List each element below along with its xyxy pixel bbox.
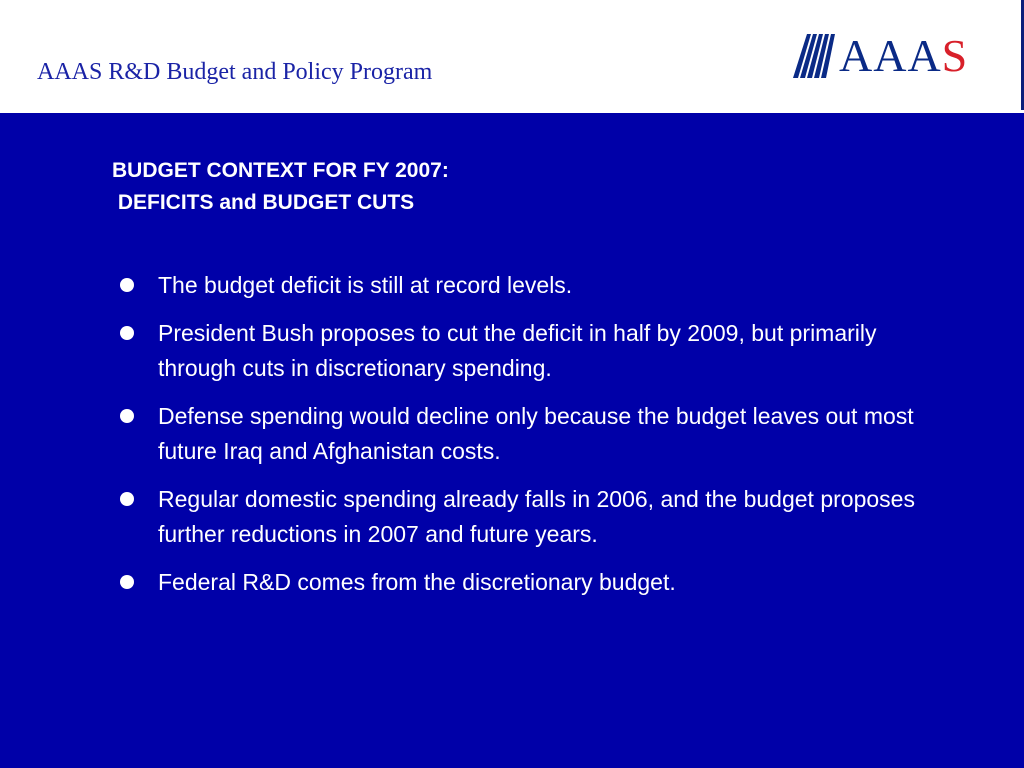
bullet-dot-icon xyxy=(120,278,134,292)
aaas-logo xyxy=(793,30,969,81)
aaas-logo-mark-icon xyxy=(793,34,835,78)
aaas-logo-text-main: AAA xyxy=(839,30,942,81)
bullet-item xyxy=(118,316,918,386)
bullet-text: The budget deficit is still at record levels. xyxy=(158,272,573,298)
slide-title-line-2: DEFICITS and BUDGET CUTS xyxy=(112,191,415,214)
aaas-logo-text-accent: S xyxy=(941,30,969,81)
bullet-item xyxy=(118,268,918,303)
bullet-text: Defense spending would decline only because the budget leaves out most future Iraq and Afghanistan costs. xyxy=(158,403,914,464)
slide-title-line-1: BUDGET CONTEXT FOR FY 2007: xyxy=(112,159,449,182)
bullet-dot-icon xyxy=(120,492,134,506)
program-title: AAAS R&D Budget and Policy Program xyxy=(37,59,433,85)
aaas-logo-text xyxy=(839,30,969,81)
bullet-text: Regular domestic spending already falls in 2006, and the budget proposes further reductions in 2007 and future years. xyxy=(158,486,915,547)
slide-title xyxy=(112,155,449,219)
slide-header xyxy=(0,0,1024,113)
bullet-dot-icon xyxy=(120,326,134,340)
bullet-item xyxy=(118,565,918,600)
bullet-list xyxy=(118,268,918,613)
bullet-item xyxy=(118,482,918,552)
bullet-text: President Bush proposes to cut the deficit in half by 2009, but primarily through cuts in discretionary spending. xyxy=(158,320,877,381)
bullet-item xyxy=(118,399,918,469)
bullet-dot-icon xyxy=(120,409,134,423)
bullet-text: Federal R&D comes from the discretionary budget. xyxy=(158,569,676,595)
bullet-dot-icon xyxy=(120,575,134,589)
